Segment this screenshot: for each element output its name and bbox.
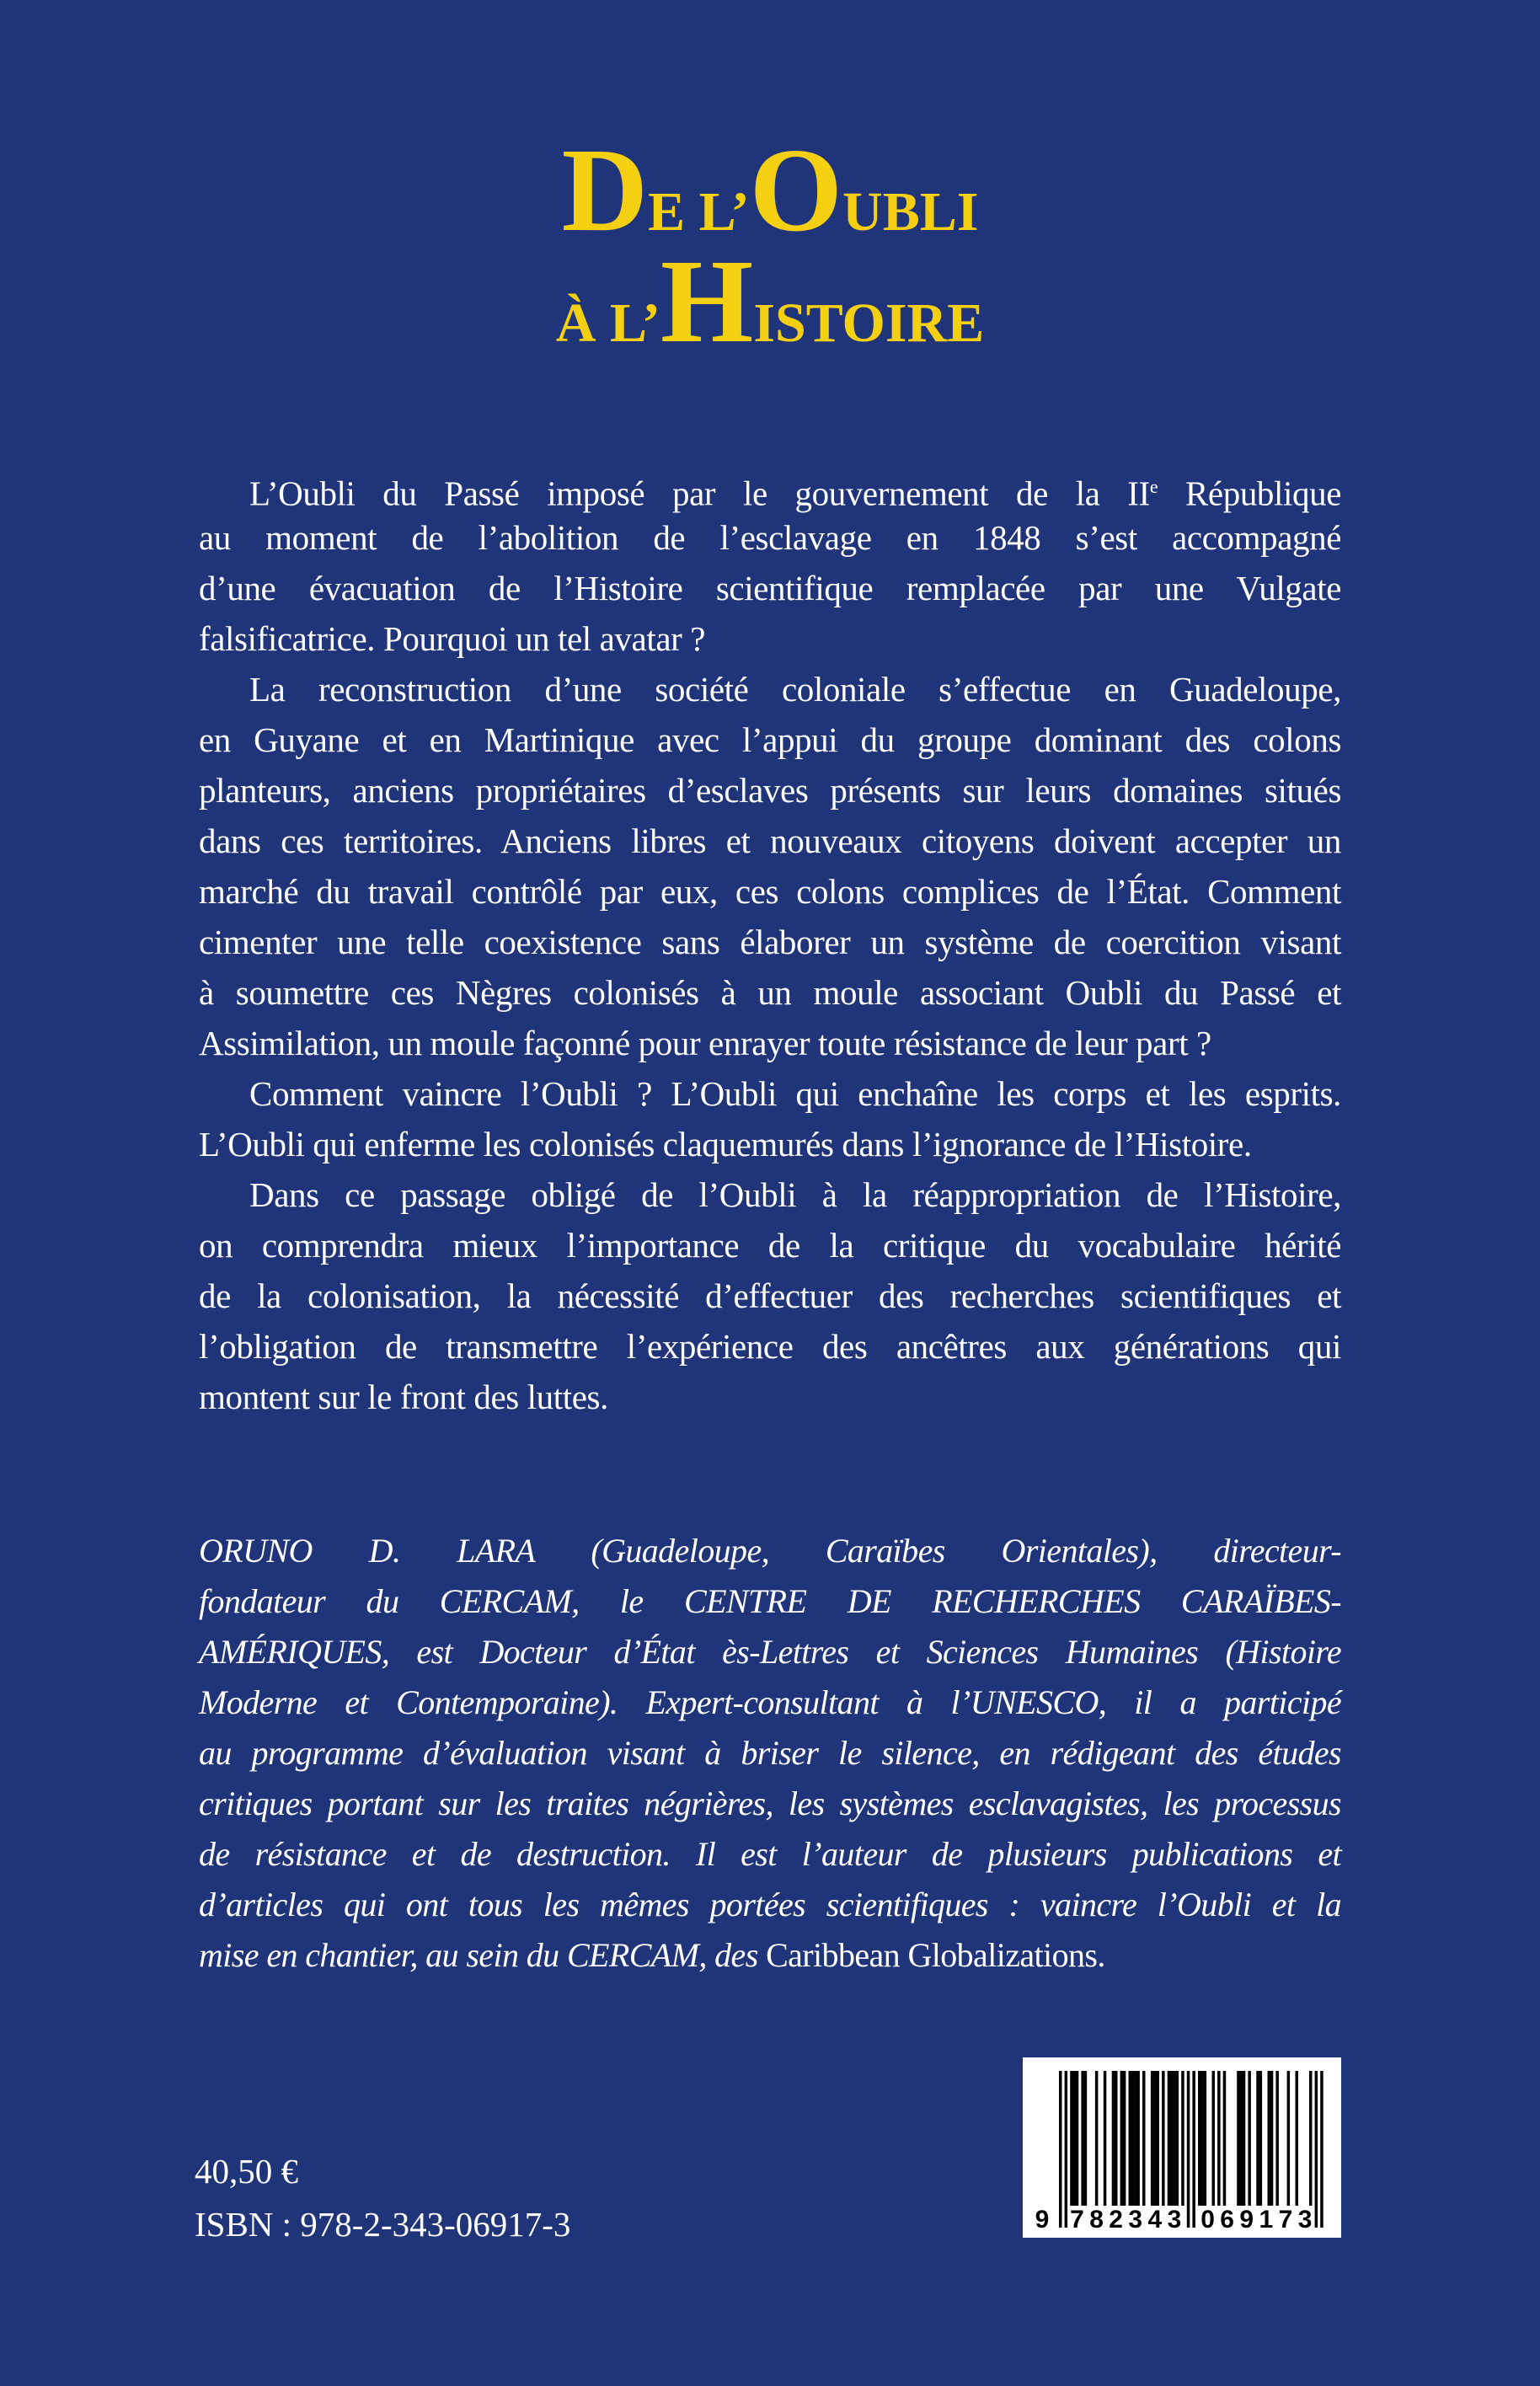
superscript: e [1149, 476, 1158, 497]
blurb-line: en Guyane et en Martinique avec l’appui du groupe dominant des colons [199, 720, 1341, 759]
barcode [1023, 2057, 1341, 2238]
price: 40,50 € [195, 2152, 298, 2191]
barcode-bar [1192, 2071, 1195, 2228]
barcode-bar [1259, 2071, 1263, 2206]
barcode-bar [1270, 2071, 1274, 2206]
blurb-line: de la colonisation, la nécessité d’effectuer des recherches scientifiques et [199, 1276, 1341, 1315]
blurb-line: Assimilation, un moule façonné pour enrayer toute résistance de leur part ? [199, 1024, 1211, 1062]
barcode-bar [1315, 2071, 1318, 2228]
blurb-line: cimenter une telle coexistence sans élaborer un système de coercition visant [199, 923, 1341, 961]
blurb-line: à soumettre ces Nègres colonisés à un moule associant Oubli du Passé et [199, 973, 1341, 1012]
book-title-line-2 [0, 234, 1540, 401]
barcode-bar [1095, 2071, 1099, 2206]
barcode-bar [1296, 2071, 1299, 2206]
barcode-digit: 0 [1200, 2206, 1215, 2234]
bio-italic-text: mise en chantier, au sein du CERCAM, des [199, 1936, 767, 1974]
barcode-digit: 2 [1109, 2206, 1123, 2234]
bio-line: critiques portant sur les traites négrières, les systèmes esclavagistes, les processus [199, 1784, 1341, 1822]
barcode-bar [1073, 2071, 1077, 2206]
barcode-digit: 9 [1035, 2206, 1050, 2234]
bio-line: au programme d’évaluation visant à briser le silence, en rédigeant des études [199, 1734, 1341, 1772]
blurb-line: L’Oubli qui enferme les colonisés claquemurés dans l’ignorance de l’Histoire. [199, 1125, 1252, 1164]
barcode-digit: 9 [1239, 2206, 1254, 2234]
barcode-digit: 7 [1278, 2206, 1293, 2234]
bio-line: AMÉRIQUES, est Docteur d’État ès-Lettres et Sciences Humaines (Histoire [199, 1633, 1341, 1671]
barcode-bar [1151, 2071, 1154, 2206]
bio-line: ORUNO D. LARA (Guadeloupe, Caraïbes Orientales), directeur- [199, 1532, 1341, 1570]
barcode-bar [1136, 2071, 1140, 2206]
barcode-bar [1173, 2071, 1176, 2206]
barcode-digit: 3 [1297, 2206, 1313, 2234]
barcode-bar [1131, 2071, 1135, 2206]
barcode-bar [1129, 2071, 1132, 2206]
blurb-line: on comprendra mieux l’importance de la critique du vocabulaire hérité [199, 1226, 1341, 1265]
barcode-bar [1123, 2071, 1126, 2206]
barcode-bar [1248, 2071, 1251, 2206]
barcode-bar [1268, 2071, 1271, 2206]
barcode-bar [1198, 2071, 1201, 2206]
barcode-bar [1076, 2071, 1079, 2206]
barcode-graphic [1023, 2057, 1341, 2238]
author-bio [199, 1526, 1341, 1981]
blurb-line: L’Oubli du Passé imposé par le gouvernement de la IIe République [249, 473, 1341, 513]
title-smallcaps: UBLI [842, 181, 979, 243]
blurb-line: marché du travail contrôlé par eux, ces colons complices de l’État. Comment [199, 872, 1341, 911]
blurb-line: La reconstruction d’une société coloniale s’effectue en Guadeloupe, [249, 670, 1341, 709]
title-initial: O [749, 123, 843, 256]
barcode-bar [1223, 2071, 1227, 2206]
blurb-line: Comment vaincre l’Oubli ? L’Oubli qui enchaîne les corps et les esprits. [249, 1074, 1341, 1113]
barcode-bar [1157, 2071, 1160, 2206]
barcode-bar [1084, 2071, 1088, 2206]
barcode-bar [1200, 2071, 1204, 2206]
barcode-digit: 7 [1070, 2206, 1084, 2234]
blurb-line: au moment de l’abolition de l’esclavage en 1848 s’est accompagné [199, 518, 1341, 557]
barcode-bar [1243, 2071, 1246, 2206]
barcode-bar [1104, 2071, 1107, 2206]
barcode-bar [1237, 2071, 1240, 2206]
barcode-digit: 3 [1167, 2206, 1182, 2234]
barcode-digit: 8 [1089, 2206, 1104, 2234]
barcode-bar [1070, 2071, 1073, 2206]
barcode-bar [1240, 2071, 1243, 2206]
barcode-bar [1204, 2071, 1207, 2206]
blurb-line: l’obligation de transmettre l’expérience des ancêtres aux générations qui [199, 1327, 1341, 1366]
bio-roman-text: Caribbean Globalizations. [766, 1936, 1105, 1974]
barcode-digit: 3 [1128, 2206, 1143, 2234]
title-smallcaps: À L’ [555, 292, 660, 354]
barcode-digit: 6 [1220, 2206, 1234, 2234]
barcode-bar [1142, 2071, 1146, 2206]
bio-line: de résistance et de destruction. Il est l’auteur de plusieurs publications et [199, 1835, 1341, 1873]
blurb-line: d’une évacuation de l’Histoire scientifique remplacée par une Vulgate [199, 569, 1341, 607]
title-smallcaps: ISTOIRE [753, 292, 985, 354]
barcode-bar [1162, 2071, 1165, 2206]
barcode-bar [1168, 2071, 1171, 2206]
barcode-bar [1112, 2071, 1115, 2206]
barcode-digit: 4 [1147, 2206, 1163, 2234]
barcode-bar [1256, 2071, 1259, 2206]
blurb-line: Dans ce passage obligé de l’Oubli à la réappropriation de l’Histoire, [249, 1175, 1341, 1214]
barcode-bar [1287, 2071, 1291, 2206]
bio-line: d’articles qui ont tous les mêmes portées scientifiques : vaincre l’Oubli et la [199, 1886, 1341, 1923]
barcode-bar [1059, 2071, 1062, 2228]
blurb-line: dans ces territoires. Anciens libres et nouveaux citoyens doivent accepter un [199, 821, 1341, 860]
barcode-bar [1120, 2071, 1124, 2206]
title-smallcaps: E L’ [648, 181, 750, 243]
barcode-bar [1181, 2071, 1184, 2206]
bio-line: Moderne et Contemporaine). Expert-consultant à l’UNESCO, il a participé [199, 1683, 1341, 1721]
barcode-bar [1115, 2071, 1118, 2206]
barcode-bar [1212, 2071, 1216, 2206]
barcode-bar [1217, 2071, 1221, 2206]
barcode-digit: 1 [1259, 2206, 1274, 2234]
barcode-bar [1187, 2071, 1190, 2228]
barcode-bar [1134, 2071, 1137, 2206]
blurb-text [199, 462, 1341, 1422]
barcode-bar [1153, 2071, 1157, 2206]
title-initial: D [561, 123, 649, 256]
barcode-bar [1170, 2071, 1174, 2206]
blurb-line: montent sur le front des luttes. [199, 1378, 608, 1416]
isbn: ISBN : 978-2-343-06917-3 [195, 2205, 571, 2244]
barcode-bar [1309, 2071, 1313, 2206]
barcode-bar [1065, 2071, 1068, 2228]
blurb-line: planteurs, anciens propriétaires d’esclaves présents sur leurs domaines situés [199, 771, 1341, 810]
barcode-bar [1275, 2071, 1279, 2206]
title-initial: H [660, 234, 754, 367]
barcode-bar [1081, 2071, 1084, 2206]
bio-line: fondateur du CERCAM, le CENTRE DE RECHERCHES CARAÏBES- [199, 1582, 1341, 1620]
barcode-bar [1320, 2071, 1323, 2228]
barcode-bar [1176, 2071, 1179, 2206]
blurb-line: falsificatrice. Pourquoi un tel avatar ? [199, 619, 706, 658]
bio-line [199, 1930, 1341, 1981]
